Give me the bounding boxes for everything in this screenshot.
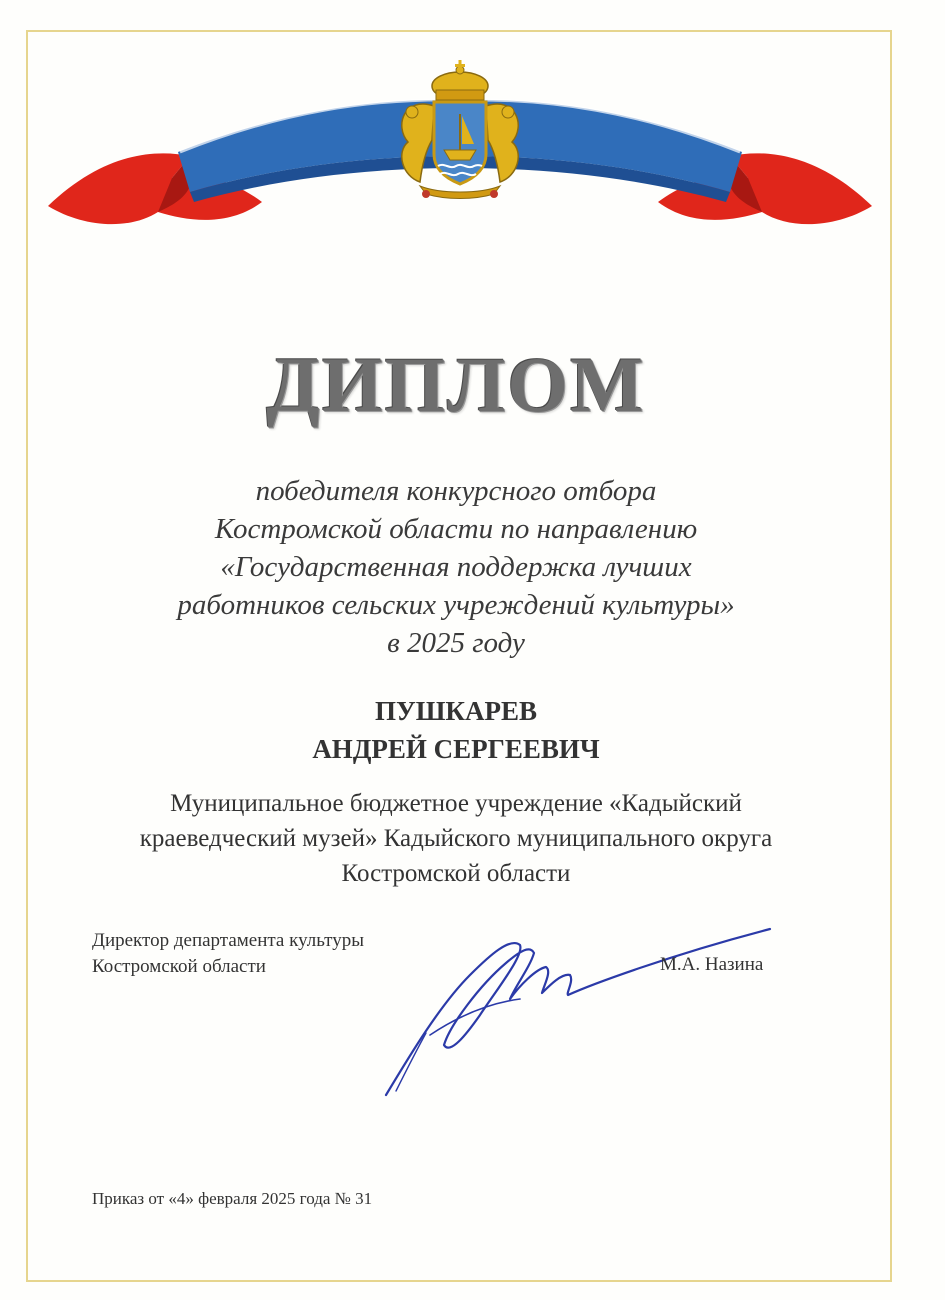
award-description-line: победителя конкурсного отбора <box>255 475 657 507</box>
signatory-position-line: Директор департамента культуры <box>92 930 364 951</box>
award-description <box>0 472 912 662</box>
diploma-title: ДИПЛОМ <box>266 341 646 428</box>
recipient-surname: ПУШКАРЕВ <box>374 696 538 726</box>
recipient-name <box>0 692 912 768</box>
handwritten-signature-icon <box>370 915 790 1105</box>
organization-line: Муниципальное бюджетное учреждение «Кадыйский <box>170 790 742 817</box>
signatory-name: М.А. Назина <box>660 954 764 975</box>
organization-line: краеведческий музей» Кадыйского муниципального округа <box>139 825 773 852</box>
award-description-line: в 2025 году <box>387 627 525 659</box>
recipient-given-names: АНДРЕЙ СЕРГЕЕВИЧ <box>312 734 600 764</box>
recipient-organization <box>0 786 912 891</box>
award-description-line: «Государственная поддержка лучших <box>220 551 692 583</box>
signatory-position-line: Костромской области <box>92 956 266 977</box>
order-reference: Приказ от «4» февраля 2025 года № 31 <box>92 1189 373 1208</box>
organization-line: Костромской области <box>341 860 571 887</box>
signatory-position <box>92 928 364 980</box>
kostroma-coat-of-arms-icon <box>402 60 518 199</box>
tricolor-ribbon-icon <box>40 52 880 252</box>
award-description-line: работников сельских учреждений культуры» <box>177 589 735 621</box>
award-description-line: Костромской области по направлению <box>214 513 698 545</box>
